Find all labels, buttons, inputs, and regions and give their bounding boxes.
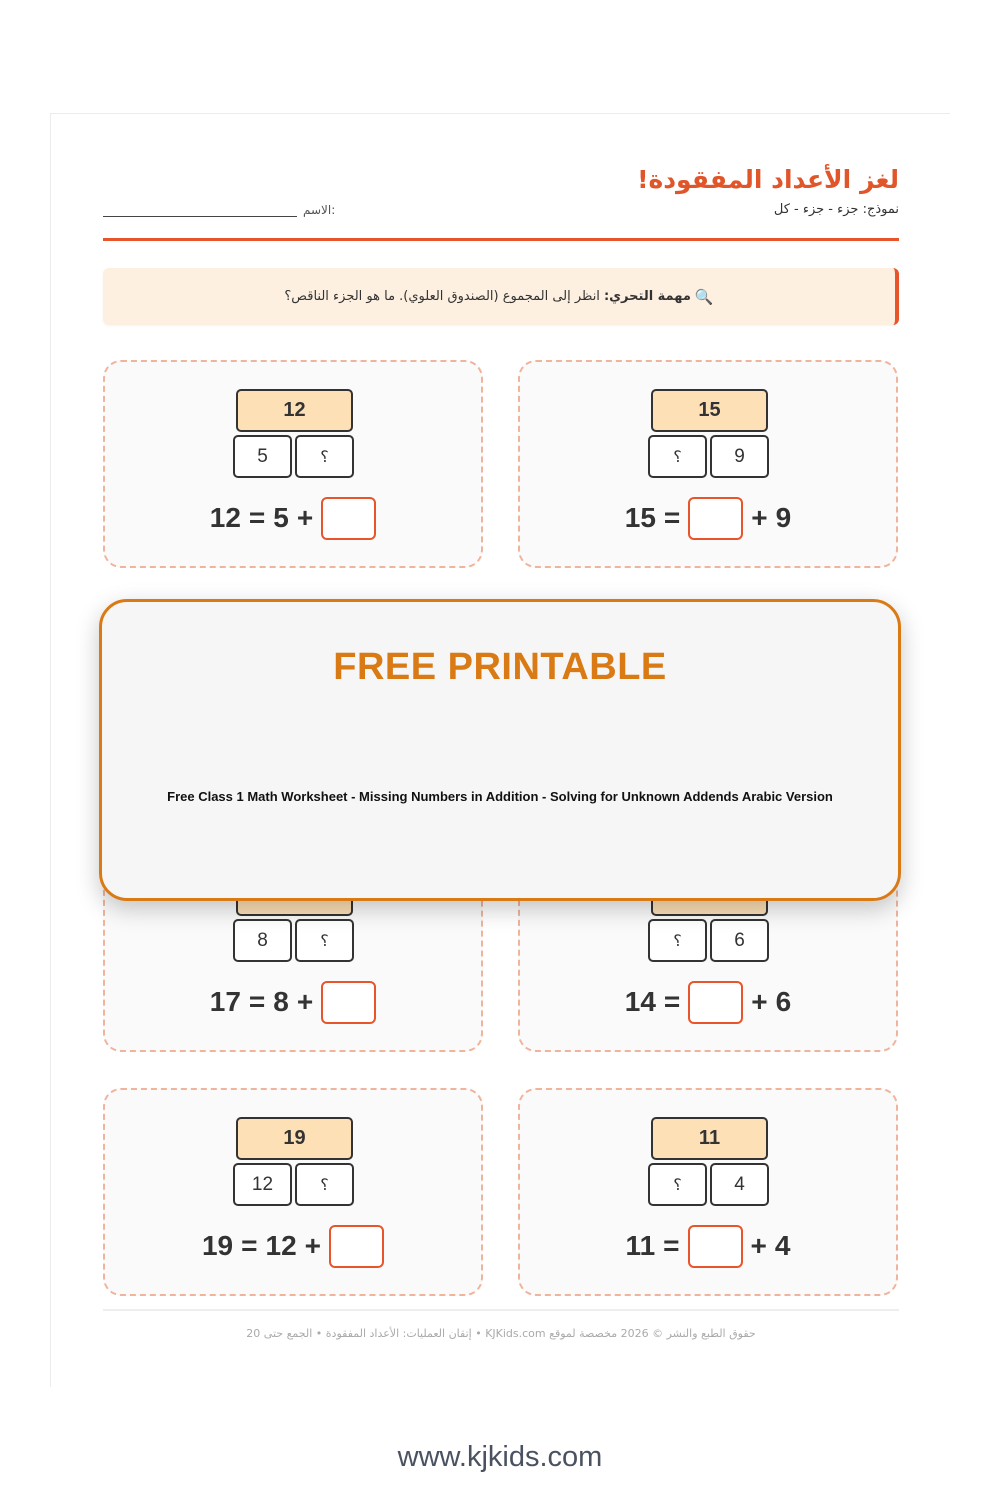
problem-card-5 (103, 1088, 483, 1296)
answer-box[interactable] (688, 497, 743, 540)
eq-total: 15 (624, 502, 656, 533)
magnifier-icon: 🔍 (694, 287, 714, 306)
worksheet-header (103, 165, 899, 243)
eq-equals: = (248, 502, 266, 533)
eq-equals: = (663, 1230, 680, 1261)
equation (520, 495, 896, 541)
answer-box[interactable] (321, 497, 376, 540)
equation (105, 495, 481, 541)
footer-divider (103, 1309, 899, 1311)
eq-addend: 4 (774, 1230, 791, 1261)
problem-card-2 (518, 360, 898, 568)
problem-card-6 (518, 1088, 898, 1296)
eq-plus: + (751, 986, 768, 1017)
eq-plus: + (751, 502, 768, 533)
eq-addend: 9 (775, 502, 792, 533)
eq-plus: + (750, 1230, 767, 1261)
eq-plus: + (296, 986, 314, 1017)
name-label: الاسم: (303, 203, 336, 217)
instruction-lead: مهمة التحري: (603, 289, 691, 304)
bond-part-left: ؟ (648, 435, 707, 478)
name-field[interactable] (103, 203, 335, 217)
eq-total: 17 (209, 986, 241, 1017)
equation (105, 1223, 481, 1269)
bond-part-left: 8 (233, 919, 292, 962)
bond-total: 12 (236, 389, 353, 432)
eq-total: 19 (201, 1230, 234, 1261)
eq-plus: + (296, 502, 314, 533)
eq-total: 12 (209, 502, 241, 533)
number-bond (233, 1117, 355, 1206)
bond-total: 11 (651, 1117, 768, 1160)
banner-subtitle: Free Class 1 Math Worksheet - Missing Numbers in Addition - Solving for Unknown Addends Arabic Version (167, 789, 833, 804)
name-blank-line[interactable] (103, 203, 297, 217)
bond-part-left: 12 (233, 1163, 292, 1206)
bond-part-right: ؟ (295, 1163, 354, 1206)
problem-card-1 (103, 360, 483, 568)
equation (520, 1223, 896, 1269)
bond-part-right: 4 (710, 1163, 769, 1206)
equation (520, 979, 896, 1025)
eq-addend: 5 (273, 502, 289, 533)
eq-equals: = (663, 502, 681, 533)
eq-equals: = (663, 986, 681, 1017)
copyright-footer: حقوق الطبع والنشر © 2026 مخصصة لموقع KJKids.com • إتقان العمليات: الأعداد المفقودة • الجمع حتى 20 (246, 1327, 756, 1340)
eq-plus: + (304, 1230, 322, 1261)
eq-total: 11 (625, 1230, 656, 1261)
eq-equals: = (248, 986, 266, 1017)
number-bond (648, 389, 770, 478)
bond-part-right: ؟ (295, 919, 354, 962)
worksheet-subtitle: نموذج: جزء - جزء - كل (773, 202, 899, 217)
bond-part-left: 5 (233, 435, 292, 478)
header-divider (103, 238, 899, 241)
bond-total: 15 (651, 389, 768, 432)
instruction-banner (103, 268, 899, 325)
bond-part-right: ؟ (295, 435, 354, 478)
eq-total: 14 (624, 986, 656, 1017)
site-url[interactable]: www.kjkids.com (397, 1441, 603, 1473)
eq-addend: 6 (775, 986, 792, 1017)
worksheet-title: لغز الأعداد المفقودة! (637, 165, 899, 194)
bond-part-left: ؟ (648, 1163, 707, 1206)
bond-part-right: 9 (710, 435, 769, 478)
banner-title: FREE PRINTABLE (333, 646, 667, 688)
bond-total: 19 (236, 1117, 353, 1160)
answer-box[interactable] (329, 1225, 384, 1268)
bond-part-right: 6 (710, 919, 769, 962)
instruction-text: انظر إلى المجموع (الصندوق العلوي). ما هو الجزء الناقص؟ (284, 289, 600, 304)
answer-box[interactable] (688, 1225, 743, 1268)
answer-box[interactable] (321, 981, 376, 1024)
eq-addend: 12 (265, 1230, 297, 1261)
free-printable-banner (99, 599, 901, 901)
bond-part-left: ؟ (648, 919, 707, 962)
equation (105, 979, 481, 1025)
number-bond (648, 1117, 770, 1206)
answer-box[interactable] (688, 981, 743, 1024)
number-bond (233, 389, 355, 478)
eq-addend: 8 (273, 986, 289, 1017)
eq-equals: = (241, 1230, 258, 1261)
